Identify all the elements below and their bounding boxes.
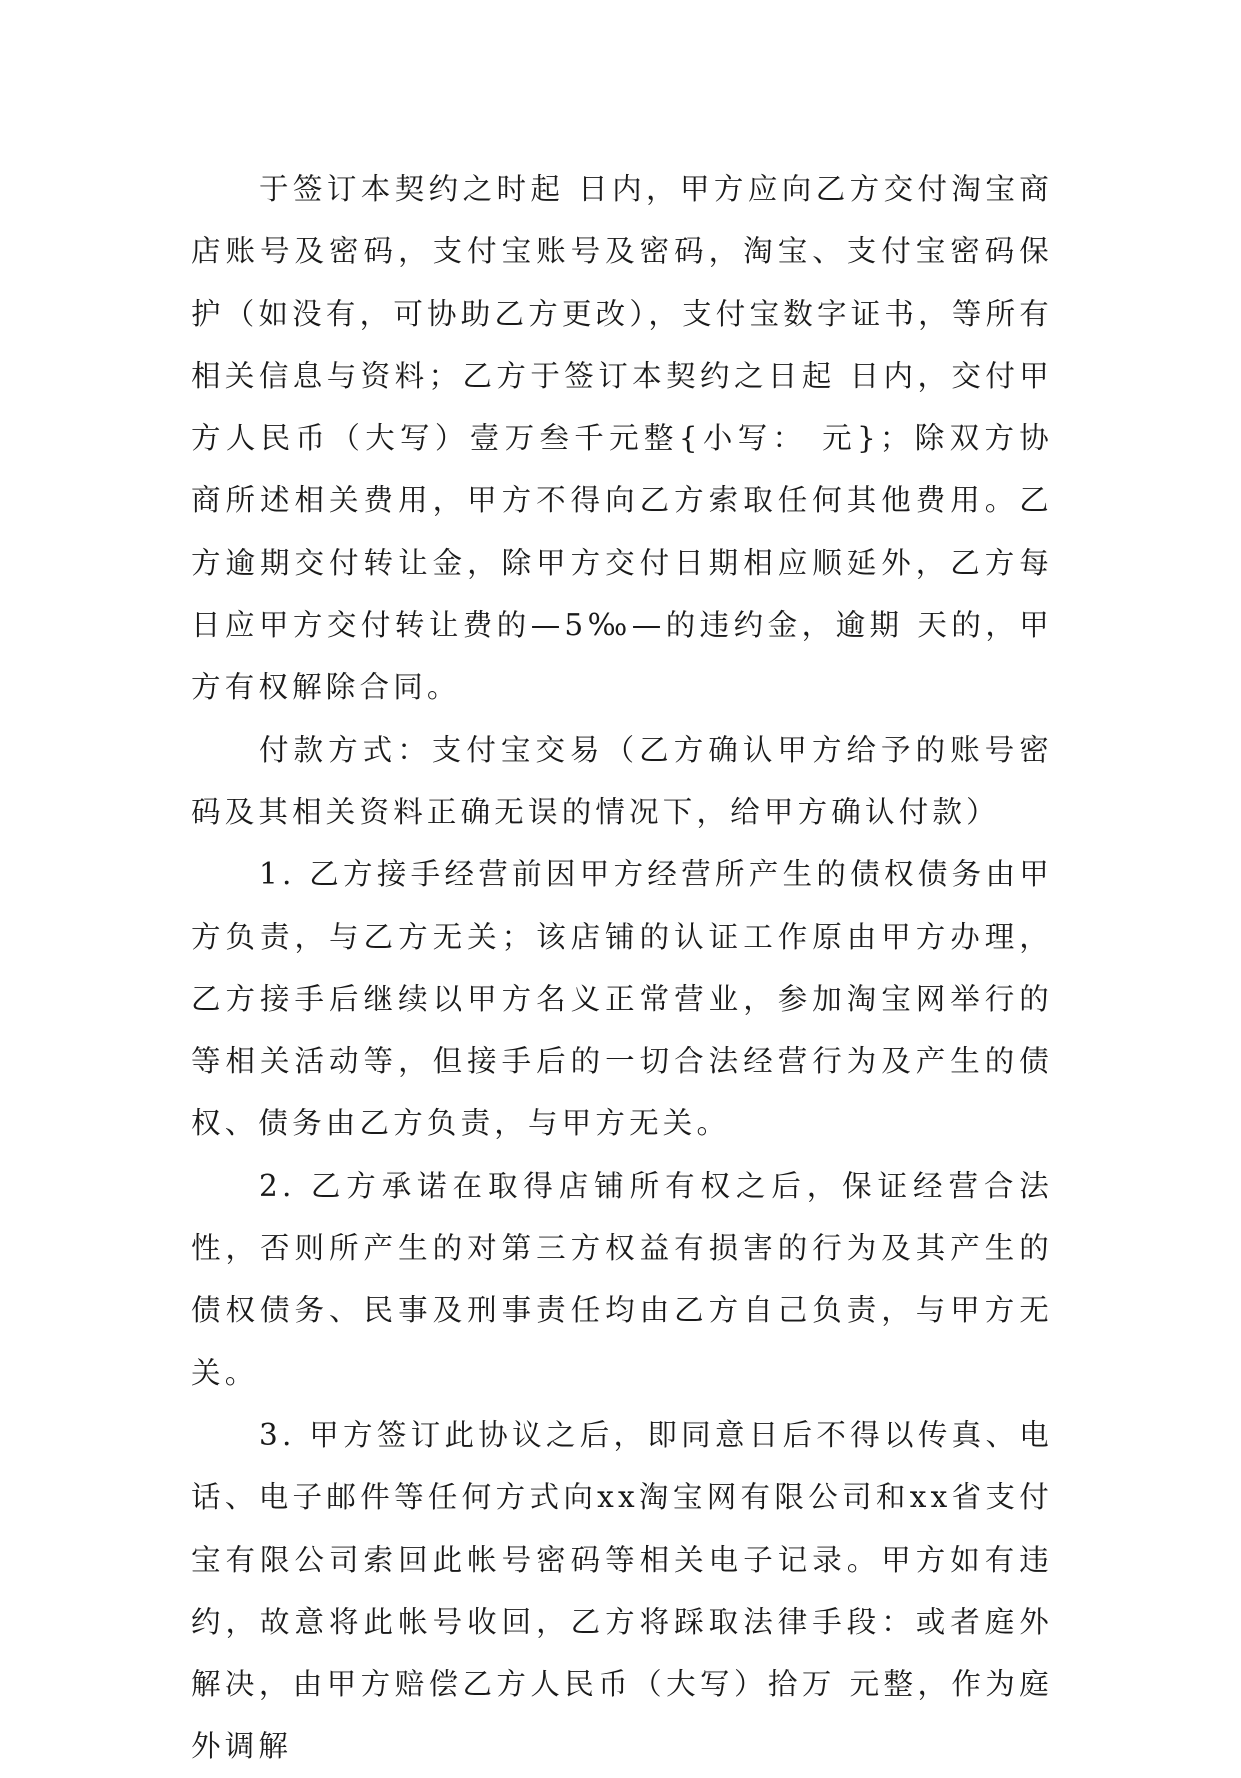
document-body [191,158,1053,1778]
paragraph-clause-2: 2. 乙方承诺在取得店铺所有权之后，保证经营合法性，否则所产生的对第三方权益有损害的行为及其产生的债权债务、民事及刑事责任均由乙方自己负责，与甲方无关。 [191,1168,1053,1390]
paragraph-clause-1: 1. 乙方接手经营前因甲方经营所产生的债权债务由甲方负责，与乙方无关；该店铺的认证工作原由甲方办理，乙方接手后继续以甲方名义正常营业，参加淘宝网举行的等相关活动等，但接手后的一切合法经营行为及产生的债权、债务由乙方负责，与甲方无关。 [191,857,1053,1141]
paragraph-payment-method: 付款方式：支付宝交易（乙方确认甲方给予的账号密码及其相关资料正确无误的情况下，给甲方确认付款） [191,732,1053,829]
paragraph-clause-3: 3. 甲方签订此协议之后，即同意日后不得以传真、电话、电子邮件等任何方式向xx淘宝网有限公司和xx省支付宝有限公司索回此帐号密码等相关电子记录。甲方如有违约，故意将此帐号收回，乙方将踩取法律手段：或者庭外解决，由甲方赔偿乙方人民币（大写）拾万 元整，作为庭外调解 [191,1417,1053,1764]
paragraph-delivery-terms: 于签订本契约之时起 日内，甲方应向乙方交付淘宝商店账号及密码，支付宝账号及密码，淘宝、支付宝密码保护（如没有，可协助乙方更改），支付宝数字证书，等所有相关信息与资料；乙方于签订本契约之日起 日内，交付甲方人民币（大写）壹万叁千元整{小写： 元}；除双方协商所述相关费用，甲方不得向乙方索取任何其他费用。乙方逾期交付转让金，除甲方交付日期相应顺延外，乙方每日应甲方交付转让费的—5‰—的违约金，逾期 天的，甲方有权解除合同。 [191,172,1053,705]
